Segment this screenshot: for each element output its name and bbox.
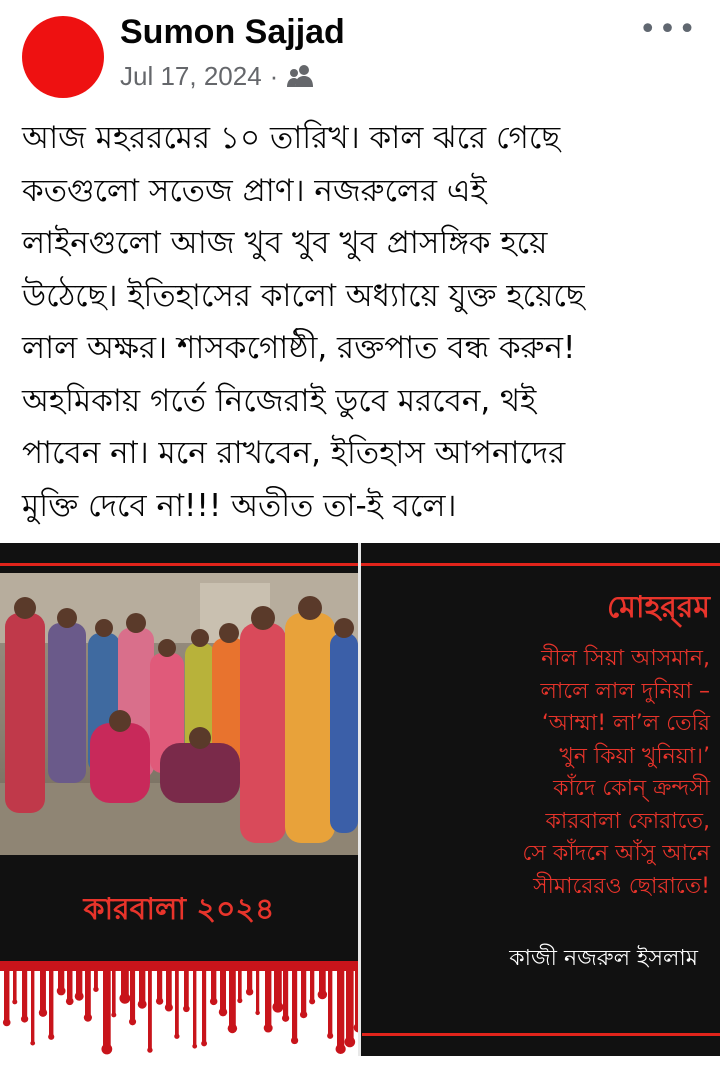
poem-text — [370, 643, 710, 903]
post-date[interactable]: Jul 17, 2024 — [120, 61, 262, 91]
post-meta — [120, 60, 316, 92]
post-text-line: মুক্তি দেবে না!!! অতীত তা-ই বলে। — [22, 487, 457, 524]
poem-line: কাঁদে কোন্‌ ক্রন্দসী — [553, 776, 710, 801]
poem-line: ‘আম্মা! লা’ল তেরি — [541, 711, 710, 736]
post-text-line: লাইনগুলো আজ খুব খুব খুব প্রাসঙ্গিক হয়ে — [22, 225, 548, 261]
blood-drip-graphic — [0, 961, 358, 1056]
author-name[interactable]: Sumon Sajjad — [120, 13, 345, 51]
poet-name: কাজী নজরুল ইসলাম — [509, 946, 698, 971]
more-options-button[interactable]: ••• — [638, 12, 698, 47]
poem-line: সীমারেরও ছোরাতে! — [533, 873, 710, 899]
poster-bottom-rule — [362, 1033, 720, 1036]
karbala-caption: কারবালা ২০২৪ — [83, 892, 275, 927]
post-text-line: লাল অক্ষর। শাসকগোষ্ঠী, রক্তপাত বন্ধ করুন! — [22, 330, 576, 366]
meta-separator: · — [269, 61, 279, 91]
post-header — [0, 0, 720, 110]
avatar[interactable] — [22, 16, 104, 98]
poem-line: কারবালা ফোরাতে, — [545, 808, 710, 834]
grieving-women-photo — [0, 573, 358, 855]
poem-line: লালে লাল দুনিয়া – — [540, 678, 710, 704]
poem-line: নীল সিয়া আসমান, — [541, 646, 710, 671]
friends-icon[interactable] — [286, 63, 316, 89]
post-text-line: কতগুলো সতেজ প্রাণ। নজরুলের এই — [22, 172, 487, 209]
post-text-line: আজ মহররমের ১০ তারিখ। কাল ঝরে গেছে — [22, 120, 561, 156]
poem-title: মোহর্‌রম — [607, 590, 710, 625]
post-text-line: পাবেন না। মনে রাখবেন, ইতিহাস আপনাদের — [22, 435, 566, 471]
poem-line: খুন কিয়া খুনিয়া।’ — [559, 743, 710, 769]
post-text-line: উঠেছে। ইতিহাসের কালো অধ্যায়ে যুক্ত হয়েছে — [22, 277, 585, 314]
post-text-line: অহমিকায় গর্তে নিজেরাই ডুবে মরবেন, থই — [22, 382, 537, 419]
post-text — [22, 112, 702, 532]
poem-line: সে কাঁদনে আঁসু আনে — [522, 841, 710, 866]
post-image[interactable] — [0, 543, 720, 1056]
poster-divider — [358, 543, 361, 1056]
